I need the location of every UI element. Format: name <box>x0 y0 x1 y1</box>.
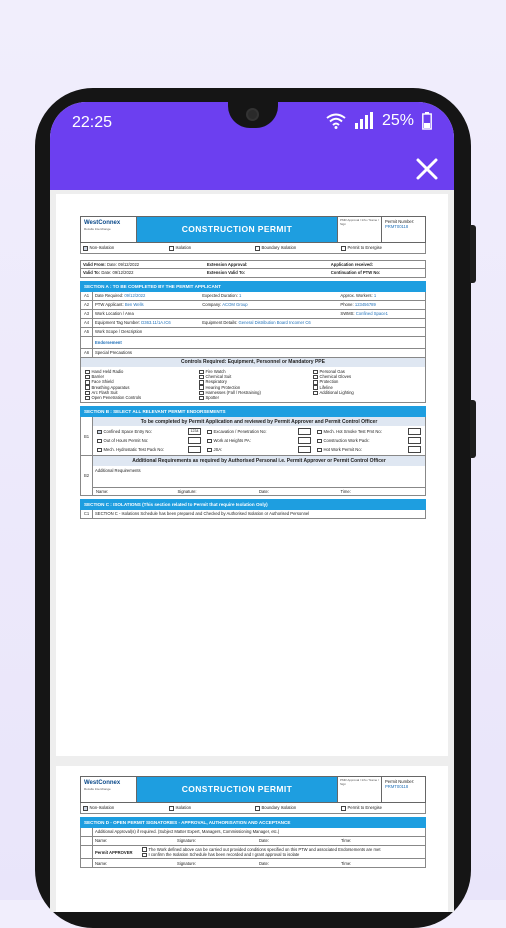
checkbox[interactable] <box>255 806 260 811</box>
endorsement-input[interactable] <box>298 437 311 444</box>
camera-icon <box>246 108 259 121</box>
approval-box: PMR Approval / Info / Name / Sign <box>337 777 381 802</box>
section-a-header: SECTION A : TO BE COMPLETED BY THE PERMIT APPLICANT <box>80 281 426 292</box>
control-item: Arc Flash Suit <box>85 390 193 395</box>
endorsement-item: Out of Hours Permit No: <box>97 437 201 444</box>
form-row-a3: A3 Work Location / Area SWMS: Confined Space1 <box>80 310 426 319</box>
section-d-header: SECTION D - OPEN PERMIT SIGNATORIES - APPROVAL, AUTHORISATION AND ACCEPTANCE <box>80 817 426 828</box>
permit-form <box>80 216 426 519</box>
endorsement-item: Confined Space Entry No: 1234 <box>97 428 201 435</box>
form-row-d-note: Additional Approval(s) if required. (Subject Matter Expert, Managers, Commissioning Manager, etc.) <box>80 828 426 837</box>
close-icon[interactable] <box>414 156 440 182</box>
permit-type-row: Non-Isolation Isolation Boundary Isolation Permit to Energise <box>80 803 426 814</box>
control-item: Fire Watch <box>199 369 307 374</box>
wifi-icon <box>326 113 346 129</box>
control-item <box>313 395 421 400</box>
pdf-page-1 <box>56 194 448 756</box>
endorsement-input[interactable] <box>408 437 421 444</box>
control-item: Hand Held Radio <box>85 369 193 374</box>
form-row-a4: A4 Equipment Tag Number: D363.11/1A.IC6 Equipment Details: General Distribution Board Incomer C6 <box>80 319 426 328</box>
control-item: Face Shield <box>85 379 193 384</box>
controls-title: Controls Required: Equipment, Personnel or Mandatory PPE <box>81 358 425 367</box>
checkbox[interactable] <box>207 439 212 444</box>
form-row-d-sign-2: Name: Signature: Date: Time: <box>80 859 426 868</box>
battery-icon <box>422 112 432 130</box>
form-row-a1: A1 Date Required: 09/12/2022 Expected Duration: 1 Approx. Workers: 1 <box>80 292 426 301</box>
approver-block: Permit APPROVER The Work defined above can be carried out provided conditions specified on this PTW and associated Endorsements are met I confirm the Isolation Schedule has been recorded and I grant approval to isolate <box>80 846 426 860</box>
company-logo: WestConnex Rozelle Interchange <box>81 217 137 242</box>
control-item: Open Penetration Controls <box>85 395 193 400</box>
power-button <box>470 400 476 458</box>
control-item: Breathing Apparatus <box>85 385 193 390</box>
volume-button <box>470 225 476 283</box>
control-item: Barrier <box>85 374 193 379</box>
checkbox[interactable] <box>142 853 147 858</box>
form-header <box>80 776 426 803</box>
checkbox[interactable] <box>317 448 322 453</box>
control-item: Protection <box>313 379 421 384</box>
battery-percent: 25% <box>381 112 414 129</box>
control-item: Lifeline <box>313 385 421 390</box>
status-time: 22:25 <box>72 114 113 131</box>
endorsement-input[interactable] <box>188 446 201 453</box>
permit-form-page-2 <box>80 776 426 868</box>
phone-screen <box>50 102 454 912</box>
checkbox[interactable] <box>341 246 346 251</box>
endorsement-item: Mech. Hot Smoke Test Pmt No: <box>317 428 421 435</box>
form-row-a5-value: Endorsement <box>80 337 426 349</box>
section-b-header: SECTION B : SELECT ALL RELEVANT PERMIT ENDORSEMENTS <box>80 406 426 417</box>
checkbox[interactable] <box>207 448 212 453</box>
checkbox[interactable] <box>341 806 346 811</box>
approval-box: PMR Approval / Info / Name / Sign <box>337 217 381 242</box>
signal-icon <box>354 112 374 130</box>
endorsement-input[interactable]: 1234 <box>188 428 201 435</box>
checkbox[interactable] <box>317 430 322 435</box>
pdf-viewer[interactable] <box>50 190 454 912</box>
form-title: CONSTRUCTION PERMIT <box>137 217 337 242</box>
checkbox[interactable] <box>83 246 88 251</box>
checkbox[interactable] <box>199 396 204 401</box>
section-c-header: SECTION C : ISOLATIONS (This section related to Permit that require Isolation Only) <box>80 499 426 510</box>
form-row-a6: A6 Special Precautions <box>80 349 426 358</box>
endorsement-input[interactable] <box>408 428 421 435</box>
form-row-a2: A2 PTW Applicant: Ben Wells Company: ACOM Group Phone: 123456789 <box>80 301 426 310</box>
pdf-page-2 <box>56 766 448 912</box>
app-bar <box>50 102 454 190</box>
endorsement-item: Hot Work Permit No: <box>317 446 421 453</box>
checkbox[interactable] <box>169 246 174 251</box>
checkbox[interactable] <box>97 448 102 453</box>
endorsement-input[interactable] <box>188 437 201 444</box>
endorsement-item: Work at Heights PA: <box>207 437 311 444</box>
control-item: Respiratory <box>199 379 307 384</box>
company-logo: WestConnex Rozelle Interchange <box>81 777 137 802</box>
checkbox[interactable] <box>83 806 88 811</box>
form-row-c1: C1 SECTION C - Isolations Schedule has been prepared and Checked by Authorised Isolation or Authorised Personnel <box>80 510 426 519</box>
control-item: Chemical Gloves <box>313 374 421 379</box>
permit-type-row: Non-Isolation Isolation Boundary Isolation Permit to Energise <box>80 243 426 254</box>
additional-req-block: B2 Additional Requirements as required by Authorised Personal i.e. Permit Approver or Permit Control Officer Additional Requirements Name: Signature: Date: Time: <box>80 456 426 496</box>
checkbox[interactable] <box>255 246 260 251</box>
permit-number-box: Permit Number: PRMT00118 <box>381 217 425 242</box>
controls-block <box>80 358 426 404</box>
form-row-d-sign: Name: Signature: Date: Time: <box>80 837 426 846</box>
endorsement-input[interactable] <box>408 446 421 453</box>
control-item: Hearing Protection <box>199 385 307 390</box>
form-header <box>80 216 426 243</box>
endorsements-block: B1 To be completed by Permit Application and reviewed by Permit Approver and Permit Control Officer Confined Space Entry No: 1234 Excavation / Penetration No: Mech. Hot Smoke Test Pmt No: Out of Hours Permit No: Work at Heights PA: Construction Work Pack: Mech. Hydrostatic Test Pack No: JSA: Hot Work Permit No: <box>80 417 426 456</box>
control-item: Spotter <box>199 395 307 400</box>
form-row-a5: A5 Work Scope / Description <box>80 328 426 337</box>
checkbox[interactable] <box>169 806 174 811</box>
control-item: Additional Lighting <box>313 390 421 395</box>
endorsement-item: JSA: <box>207 446 311 453</box>
validity-row: Valid From: Date: 09/12/2022 Extension Approval: Application received: <box>80 260 426 269</box>
permit-number-box: Permit Number: PRMT00118 <box>381 777 425 802</box>
endorsement-input[interactable] <box>298 428 311 435</box>
validity-row-2: Valid To: Date: 09/12/2022 Extension Valid To: Continuation of PTW No: <box>80 269 426 278</box>
endorsement-item: Excavation / Penetration No: <box>207 428 311 435</box>
checkbox[interactable] <box>97 439 102 444</box>
control-item: Harnesses (Fall / Restraining) <box>199 390 307 395</box>
checkbox[interactable] <box>317 439 322 444</box>
checkbox[interactable] <box>85 396 90 401</box>
checkbox[interactable] <box>97 430 102 435</box>
endorsement-item: Mech. Hydrostatic Test Pack No: <box>97 446 201 453</box>
endorsement-input[interactable] <box>298 446 311 453</box>
control-item: Personal Gas <box>313 369 421 374</box>
checkbox[interactable] <box>207 430 212 435</box>
form-title: CONSTRUCTION PERMIT <box>137 777 337 802</box>
endorsement-item: Construction Work Pack: <box>317 437 421 444</box>
control-item: Chemical Suit <box>199 374 307 379</box>
